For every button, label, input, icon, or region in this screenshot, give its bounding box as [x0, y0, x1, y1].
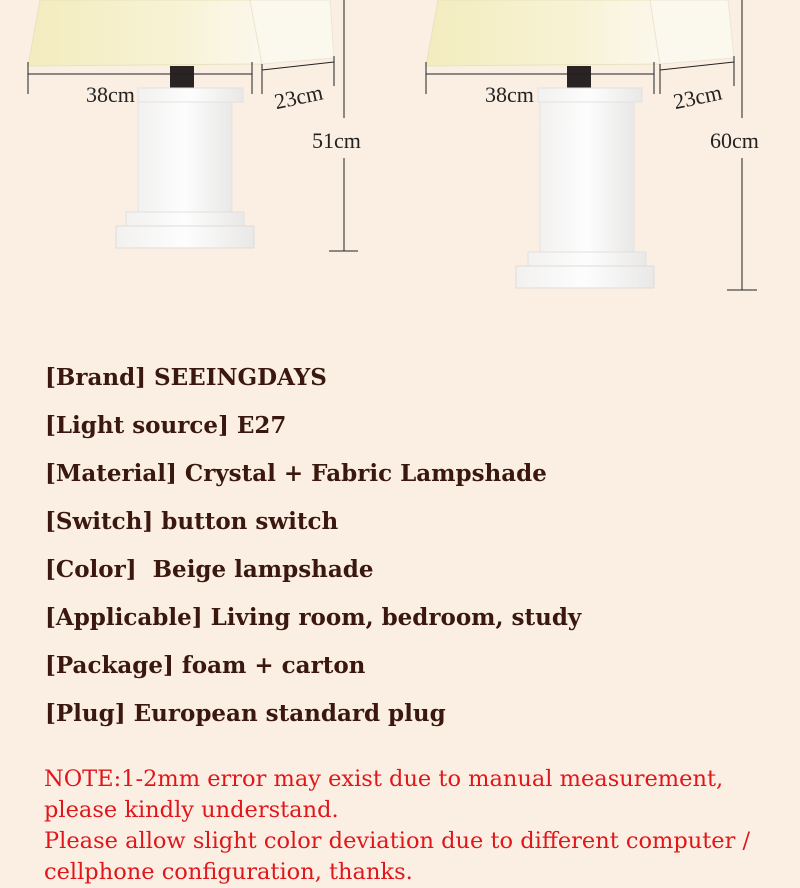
lamp-2-cap — [538, 88, 642, 102]
spec-package: [Package] foam + carton — [45, 652, 366, 679]
lamp-2-shade-side — [650, 0, 734, 64]
spec-plug: [Plug] European standard plug — [45, 700, 446, 727]
lamp-2-height-label: 60cm — [710, 128, 759, 153]
spec-color: [Color] Beige lampshade — [45, 556, 374, 583]
product-dimension-figure — [0, 0, 800, 320]
note-line-4: cellphone configuration, thanks. — [44, 859, 413, 885]
note-line-1: NOTE:1-2mm error may exist due to manual measurement, — [44, 766, 724, 792]
lamp-1-shade — [28, 0, 262, 66]
lamp-2-depth-label: 23cm — [671, 79, 725, 115]
lamp-2-body — [540, 102, 634, 252]
lamp-1-neck — [170, 66, 194, 88]
lamp-1-height-label: 51cm — [312, 128, 361, 153]
lamp-1-base — [116, 226, 254, 248]
lamp-2-base-top — [528, 252, 646, 266]
lamp-1-body — [138, 102, 232, 212]
measurement-note — [44, 764, 784, 888]
spec-material: [Material] Crystal + Fabric Lampshade — [45, 460, 547, 487]
spec-light-source: [Light source] E27 — [45, 412, 287, 439]
lamp-2 — [426, 0, 759, 290]
lamp-1-depth-label: 23cm — [272, 79, 326, 115]
lamp-2-width-label: 38cm — [485, 82, 534, 107]
spec-brand: [Brand] SEEINGDAYS — [45, 364, 327, 391]
lamp-1 — [28, 0, 361, 251]
lamp-1-shade-side — [250, 0, 334, 64]
note-line-2: please kindly understand. — [44, 797, 339, 823]
lamp-1-width-label: 38cm — [86, 82, 135, 107]
lamp-1-base-top — [126, 212, 244, 226]
spec-switch: [Switch] button switch — [45, 508, 339, 535]
spec-applicable: [Applicable] Living room, bedroom, study — [45, 604, 582, 631]
note-line-3: Please allow slight color deviation due to different computer / — [44, 828, 751, 854]
lamp-2-base — [516, 266, 654, 288]
lamp-2-neck — [567, 66, 591, 88]
lamp-2-shade — [426, 0, 660, 66]
lamp-1-cap — [138, 88, 243, 102]
